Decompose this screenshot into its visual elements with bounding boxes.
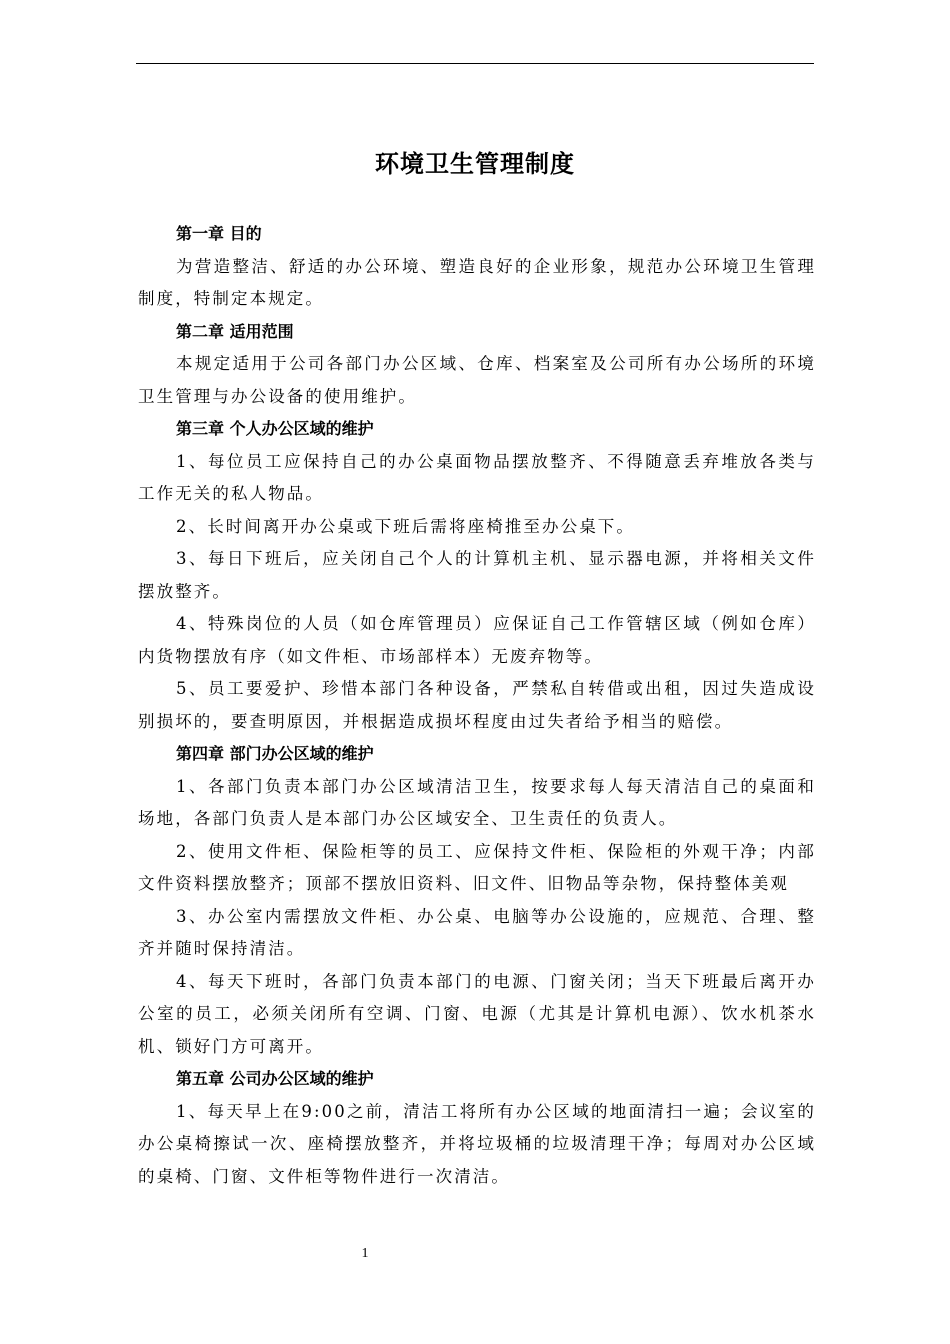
section-chapter-2 bbox=[138, 316, 816, 414]
chapter-5-paragraph-1: 1、每天早上在9:00之前，清洁工将所有办公区域的地面清扫一遍；会议室的办公桌椅擦试一次、座椅摆放整齐，并将垃圾桶的垃圾清理干净；每周对办公区域的桌椅、门窗、文件柜等物件进行一次清洁。 bbox=[138, 1101, 816, 1186]
chapter-4-paragraph-4: 4、每天下班时，各部门负责本部门的电源、门窗关闭；当天下班最后离开办公室的员工，必须关闭所有空调、门窗、电源（尤其是计算机电源）、饮水机茶水机、锁好门方可离开。 bbox=[138, 971, 816, 1056]
document-body bbox=[138, 218, 816, 1193]
chapter-3-paragraph-5: 5、员工要爱护、珍惜本部门各种设备，严禁私自转借或出租，因过失造成设别损坏的，要查明原因，并根据造成损坏程度由过失者给予相当的赔偿。 bbox=[138, 679, 816, 731]
chapter-3-paragraph-4: 4、特殊岗位的人员（如仓库管理员）应保证自己工作管辖区域（例如仓库）内货物摆放有序（如文件柜、市场部样本）无废弃物等。 bbox=[138, 614, 816, 666]
chapter-3-heading: 第三章 个人办公区域的维护 bbox=[176, 419, 374, 438]
chapter-1-heading: 第一章 目的 bbox=[176, 224, 262, 243]
section-chapter-4 bbox=[138, 738, 816, 1063]
section-chapter-5 bbox=[138, 1063, 816, 1193]
section-chapter-1 bbox=[138, 218, 816, 316]
chapter-1-paragraph-1: 为营造整洁、舒适的办公环境、塑造良好的企业形象，规范办公环境卫生管理制度，特制定本规定。 bbox=[138, 256, 816, 308]
chapter-5-heading: 第五章 公司办公区域的维护 bbox=[176, 1069, 374, 1088]
page-number: 1 bbox=[361, 1246, 369, 1261]
chapter-4-paragraph-1: 1、各部门负责本部门办公区域清洁卫生，按要求每人每天清洁自己的桌面和场地，各部门负责人是本部门办公区域安全、卫生责任的负责人。 bbox=[138, 776, 816, 828]
header-rule bbox=[136, 63, 814, 64]
chapter-4-heading: 第四章 部门办公区域的维护 bbox=[176, 744, 374, 763]
section-chapter-3 bbox=[138, 413, 816, 738]
chapter-4-paragraph-3: 3、办公室内需摆放文件柜、办公桌、电脑等办公设施的，应规范、合理、整齐并随时保持清洁。 bbox=[138, 906, 816, 958]
chapter-2-heading: 第二章 适用范围 bbox=[176, 321, 294, 341]
document-title: 环境卫生管理制度 bbox=[375, 150, 575, 179]
chapter-3-paragraph-2: 2、长时间离开办公桌或下班后需将座椅推至办公桌下。 bbox=[176, 516, 635, 536]
chapter-3-paragraph-3: 3、每日下班后，应关闭自己个人的计算机主机、显示器电源，并将相关文件摆放整齐。 bbox=[138, 549, 816, 601]
chapter-3-paragraph-1: 1、每位员工应保持自己的办公桌面物品摆放整齐、不得随意丢弃堆放各类与工作无关的私人物品。 bbox=[138, 451, 816, 503]
chapter-2-paragraph-1: 本规定适用于公司各部门办公区域、仓库、档案室及公司所有办公场所的环境卫生管理与办公设备的使用维护。 bbox=[138, 354, 816, 406]
chapter-4-paragraph-2: 2、使用文件柜、保险柜等的员工、应保持文件柜、保险柜的外观干净；内部文件资料摆放整齐；顶部不摆放旧资料、旧文件、旧物品等杂物，保持整体美观 bbox=[138, 841, 816, 893]
